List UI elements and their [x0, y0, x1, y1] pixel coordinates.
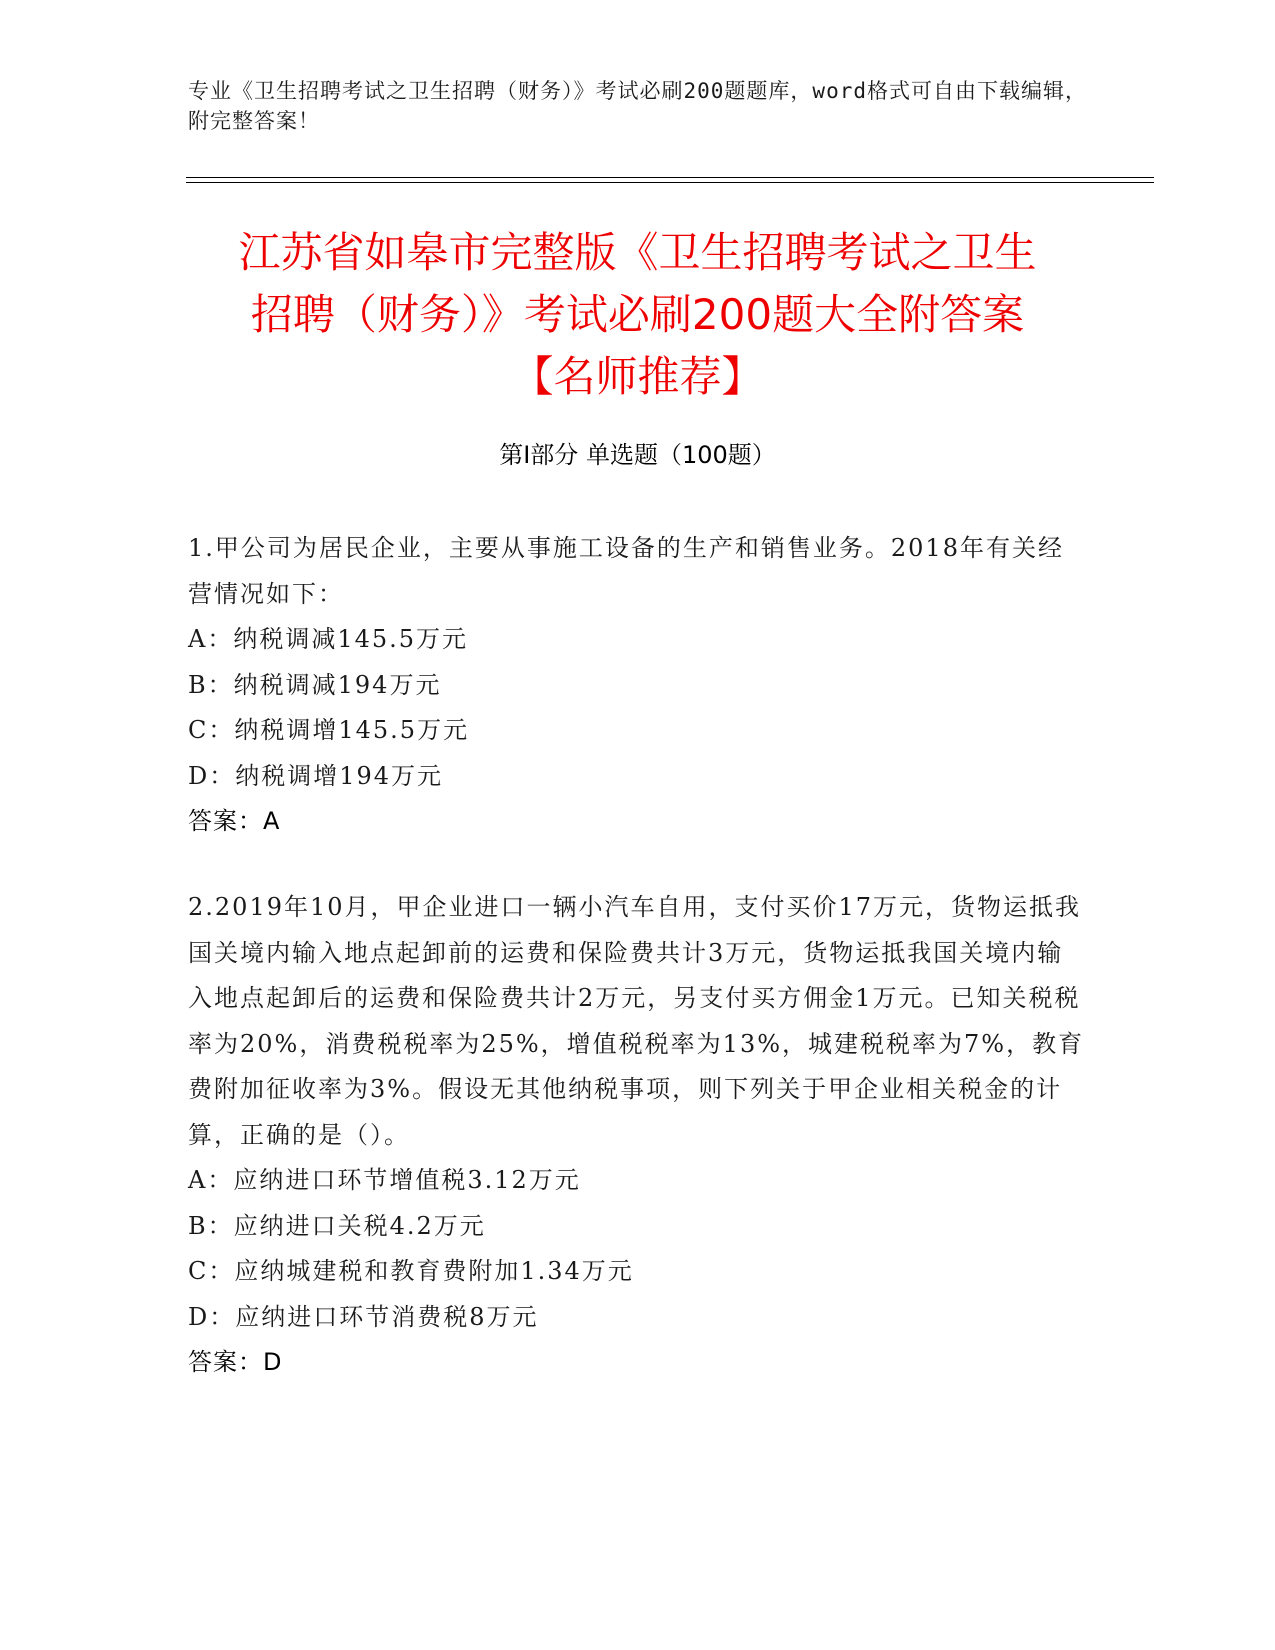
- option-a: A：纳税调减145.5万元: [188, 625, 469, 653]
- option-c: C：应纳城建税和教育费附加1.34万元: [188, 1257, 634, 1285]
- answer: 答案：A: [188, 807, 281, 835]
- option-d: D：纳税调增194万元: [188, 761, 444, 790]
- option-d: D：应纳进口环节消费税8万元: [188, 1302, 539, 1331]
- document-title: [160, 222, 1115, 408]
- header-divider-top: [186, 177, 1154, 178]
- header-note: 专业《卫生招聘考试之卫生招聘（财务）》考试必刷200题题库，word格式可自由下载编辑，附完整答案！: [188, 79, 1087, 133]
- question-1: [188, 526, 1088, 845]
- option-b: B：应纳进口关税4.2万元: [188, 1211, 486, 1240]
- header-divider-bottom: [186, 182, 1154, 183]
- document-title-line: 招聘（财务）》考试必刷200题大全附答案: [250, 290, 1025, 339]
- section-heading: 第I部分 单选题（100题）: [499, 441, 776, 469]
- option-a: A：应纳进口环节增值税3.12万元: [188, 1166, 581, 1194]
- option-c: C：纳税调增145.5万元: [188, 716, 470, 744]
- option-b: B：纳税调减194万元: [188, 670, 442, 699]
- document-title-line: 江苏省如皋市完整版《卫生招聘考试之卫生: [238, 228, 1037, 277]
- question-2: [188, 885, 1088, 1386]
- document-title-line: 【名师推荐】: [511, 352, 764, 401]
- answer: 答案：D: [188, 1348, 283, 1376]
- question-text: 1.甲公司为居民企业，主要从事施工设备的生产和销售业务。2018年有关经营情况如下：: [188, 534, 1064, 608]
- question-text: 2.2019年10月，甲企业进口一辆小汽车自用，支付买价17万元，货物运抵我国关境内输入地点起卸前的运费和保险费共计3万元，货物运抵我国关境内输入地点起卸后的运费和保险费共计2万元，另支付买方佣金1万元。已知关税税率为20%，消费税税率为25%，增值税税率为13%，城建税税率为7%，教育费附加征收率为3%。假设无其他纳税事项，则下列关于甲企业相关税金的计算，正确的是（）。: [188, 893, 1085, 1149]
